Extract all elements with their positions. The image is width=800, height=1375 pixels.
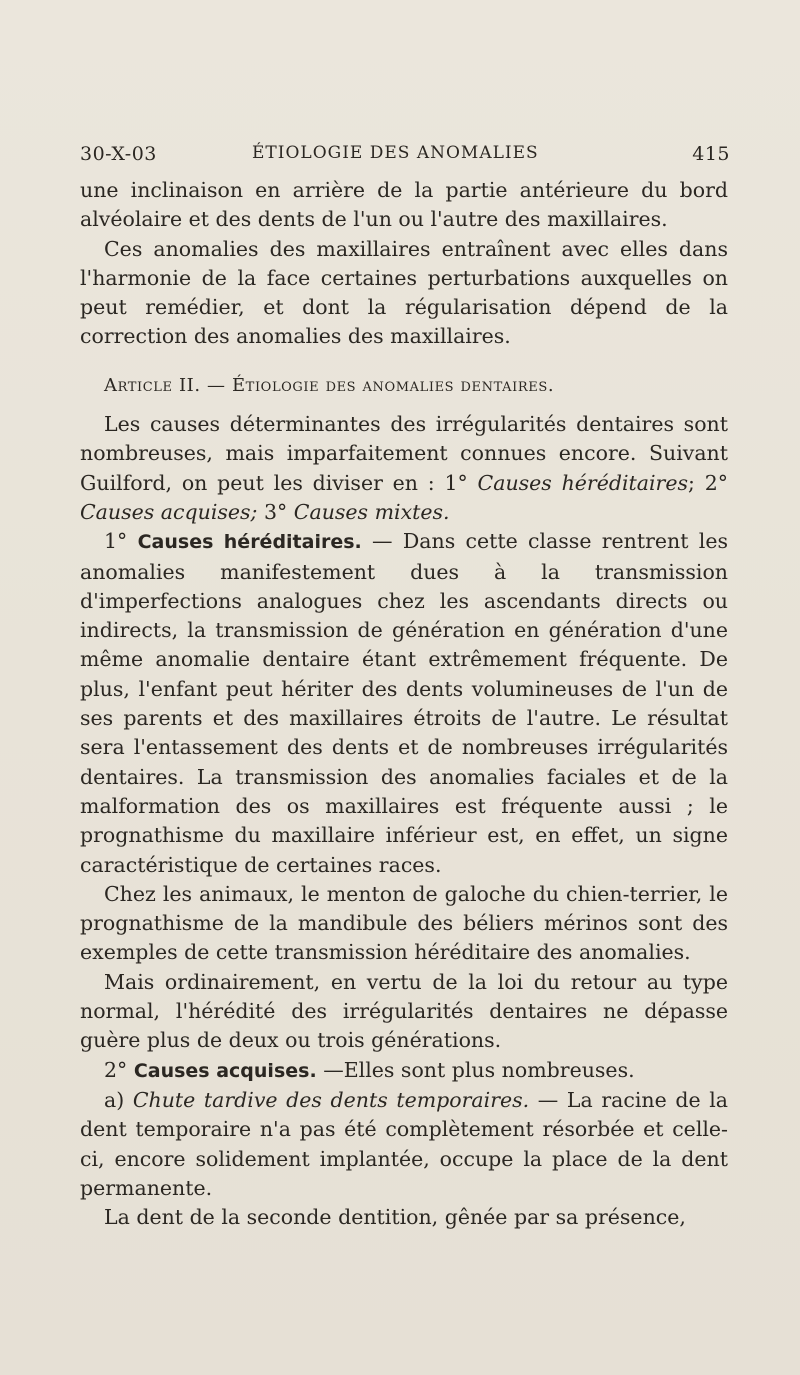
paragraph-4-text: — Dans cette classe rentrent les anomalies manifestement dues à la transmission d'imperfections analogues chez les ascendants directs ou indirects, la transmission de génération en génération d'une même anomalie dentaire étant extrêmement fréquente. De plus, l'enfant peut hériter des dents volumineuses de l'un de ses parents et des maxillaires étroits de l'autre. Le résultat sera l'entassement des dents et de nombreuses irrégularités dentaires. La transmission des anomalies faciales et de la malformation des os maxillaires est fréquente aussi ; le prognathisme du maxillaire inférieur est, en effet, un signe caractéristique de certaines races. bbox=[80, 529, 728, 877]
subsection-heading-a: Chute tardive des dents temporaires. bbox=[132, 1087, 530, 1112]
subsection-label-a: a) bbox=[104, 1087, 133, 1112]
section-number-1: 1° bbox=[104, 529, 138, 554]
page-number: 415 bbox=[692, 143, 730, 165]
paragraph-8 bbox=[80, 1086, 728, 1203]
header-title: ÉTIOLOGIE DES ANOMALIES bbox=[252, 143, 539, 163]
cause-acquired: Causes acquises; bbox=[80, 499, 258, 524]
paragraph-6: Mais ordinairement, en vertu de la loi du retour au type normal, l'hérédité des irrégularités dentaires ne dépasse guère plus de deux ou trois générations. bbox=[80, 969, 728, 1053]
cause-mixed: Causes mixtes. bbox=[293, 499, 450, 524]
section-number-2: 2° bbox=[104, 1057, 134, 1082]
paragraph-8-text: — La racine de la dent temporaire n'a pas été complètement résorbée et celle-ci, encore solidement implantée, occupe la place de la dent permanente. bbox=[80, 1087, 728, 1200]
page-body bbox=[80, 176, 728, 1232]
running-header bbox=[80, 143, 730, 169]
header-date: 30-X-03 bbox=[80, 143, 157, 165]
paragraph-3 bbox=[80, 410, 728, 527]
paragraph-2: Ces anomalies des maxillaires entraînent avec elles dans l'harmonie de la face certaines perturbations auxquelles on peut remédier, et dont la régularisation dépend de la correction des anomalies des maxillaires. bbox=[80, 236, 728, 349]
article-heading: Article II. — Étiologie des anomalies dentaires. bbox=[104, 374, 555, 396]
section-heading-hereditary: Causes héréditaires. bbox=[137, 531, 362, 554]
paragraph-3-text: Les causes déterminantes des irrégularités dentaires sont nombreuses, mais imparfaitement connues encore. Suivant Guilford, on peut les diviser en : 1° bbox=[80, 412, 728, 495]
separator-1: ; 2° bbox=[688, 470, 728, 495]
paragraph-1: une inclinaison en arrière de la partie antérieure du bord alvéolaire et des dents de l'un ou l'autre des maxillaires. bbox=[80, 178, 728, 232]
paragraph-7 bbox=[80, 1056, 728, 1086]
section-heading-acquired: Causes acquises. bbox=[133, 1059, 317, 1082]
separator-2: 3° bbox=[257, 499, 294, 524]
paragraph-9: La dent de la seconde dentition, gênée par sa présence, bbox=[104, 1205, 686, 1230]
cause-hereditary: Causes héréditaires bbox=[477, 470, 689, 495]
paragraph-7-text: —Elles sont plus nombreuses. bbox=[316, 1057, 635, 1082]
paragraph-4 bbox=[80, 527, 728, 880]
paragraph-5: Chez les animaux, le menton de galoche du chien-terrier, le prognathisme de la mandibule des béliers mérinos sont des exemples de cette transmission héréditaire des anomalies. bbox=[80, 881, 728, 965]
